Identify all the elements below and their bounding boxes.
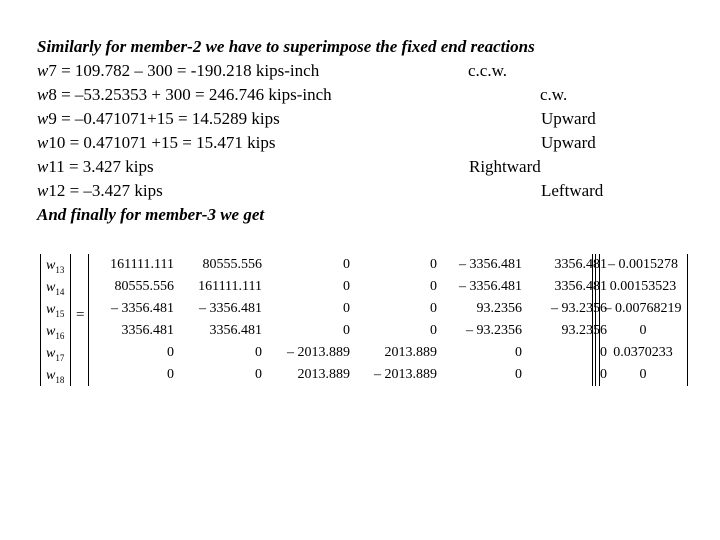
lhs-right-bar: [70, 254, 71, 386]
equation-expression: = –3.427 kips: [65, 181, 163, 200]
equation-expression: = 3.427 kips: [64, 157, 154, 176]
vector-cell: – 0.0015278: [608, 257, 678, 272]
matrix-cell: – 3356.481: [459, 279, 522, 294]
equation-line-w7: [37, 61, 319, 81]
matrix-cell: 0: [343, 323, 350, 338]
equation-variable: w: [37, 109, 49, 128]
matrix-cell: 0: [600, 367, 607, 382]
equation-index: 11: [48, 157, 65, 176]
vector-cell: 0: [639, 323, 647, 338]
equation-index: 7: [48, 61, 57, 80]
lhs-left-bar: [40, 254, 41, 386]
matrix-cell: 161111.111: [110, 257, 174, 272]
matrix-cell: 2013.889: [384, 345, 437, 360]
lhs-variable: $w_{14}$: [46, 280, 65, 297]
direction-w9: Upward: [541, 109, 596, 128]
equation-variable: w: [37, 181, 49, 200]
matrix-cell: 0: [430, 279, 437, 294]
matrix-cell: 0: [515, 367, 522, 382]
vector-right-bar: [687, 254, 688, 386]
equation-index: 10: [48, 133, 66, 152]
equation-line-w10: [37, 133, 275, 153]
lhs-variable: $w_{18}$: [46, 368, 65, 385]
matrix-cell: 0: [167, 345, 174, 360]
matrix-cell: – 93.2356: [466, 323, 522, 338]
matrix-cell: 0: [515, 345, 522, 360]
matrix-cell: 161111.111: [198, 279, 262, 294]
closing-text: And finally for member-3 we get: [37, 205, 265, 224]
equation-expression: = 0.471071 +15 = 15.471 kips: [65, 133, 276, 152]
matrix-cell: – 3356.481: [199, 301, 262, 316]
matrix-cell: 0: [343, 257, 350, 272]
equation-variable: w: [37, 157, 49, 176]
equation-index: 9: [48, 109, 57, 128]
matrix-cell: 3356.481: [554, 279, 607, 294]
matrix-cell: 80555.556: [202, 257, 262, 272]
lhs-variable: $w_{15}$: [46, 302, 65, 319]
heading-text: Similarly for member-2 we have to superimpose the fixed end reactions: [37, 37, 535, 56]
equation-line-w12: [37, 181, 163, 201]
matrix-cell: 0: [255, 345, 262, 360]
direction-w12: Leftward: [541, 181, 604, 200]
vector-cell: – 0.00768219: [604, 301, 682, 316]
matrix-cell: – 3356.481: [459, 257, 522, 272]
direction-w8: c.w.: [540, 85, 568, 104]
matrix-cell: 0: [167, 367, 174, 382]
vector-cell: 0.00153523: [609, 279, 677, 294]
equation-index: 8: [48, 85, 57, 104]
equation-line-w11: [37, 157, 154, 177]
matrix-cell: 80555.556: [114, 279, 174, 294]
matrix-cell: 0: [430, 323, 437, 338]
vector-cell: 0.0370233: [613, 345, 673, 360]
lhs-variable: $w_{17}$: [46, 346, 65, 363]
vector-cell: 0: [639, 367, 647, 382]
equation-expression: = 109.782 – 300 = -190.218 kips-inch: [56, 61, 320, 80]
matrix-cell: 0: [430, 301, 437, 316]
matrix-cell: 93.2356: [561, 323, 607, 338]
lhs-variable: $w_{16}$: [46, 324, 65, 341]
matrix-cell: 0: [255, 367, 262, 382]
matrix-cell: – 2013.889: [374, 367, 437, 382]
equation-index: 12: [48, 181, 66, 200]
direction-w7: c.c.w.: [468, 61, 508, 80]
matrix-cell: 3356.481: [554, 257, 607, 272]
equation-expression: = –0.471071+15 = 14.5289 kips: [56, 109, 280, 128]
matrix-cell: 3356.481: [209, 323, 262, 338]
direction-w10: Upward: [541, 133, 596, 152]
equation-expression: = –53.25353 + 300 = 246.746 kips-inch: [56, 85, 332, 104]
matrix-cell: 0: [600, 345, 607, 360]
matrix-equation: [40, 252, 700, 388]
equation-variable: w: [37, 133, 49, 152]
matrix-cell: 0: [343, 279, 350, 294]
direction-w11: Rightward: [469, 157, 541, 176]
matrix-cell: – 3356.481: [111, 301, 174, 316]
matrix-cell: 3356.481: [121, 323, 174, 338]
matrix-cell: 0: [430, 257, 437, 272]
matrix-cell: – 2013.889: [287, 345, 350, 360]
equation-line-w9: [37, 109, 280, 129]
equation-variable: w: [37, 85, 49, 104]
equation-variable: w: [37, 61, 49, 80]
equation-line-w8: [37, 85, 332, 105]
matrix-cell: 0: [343, 301, 350, 316]
matrix-cell: 93.2356: [476, 301, 522, 316]
matrix-cell: – 93.2356: [551, 301, 607, 316]
matrix-cell: 2013.889: [297, 367, 350, 382]
lhs-variable: $w_{13}$: [46, 258, 65, 275]
equals-sign: =: [76, 307, 85, 323]
